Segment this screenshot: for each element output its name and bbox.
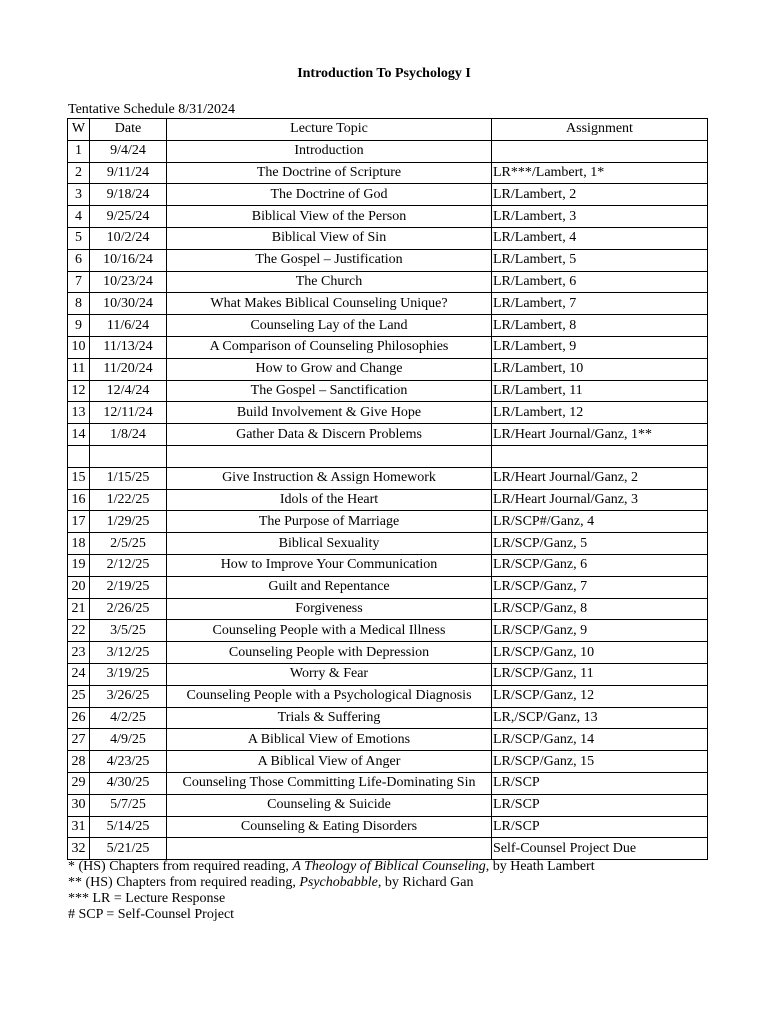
table-row <box>68 642 708 664</box>
date-cell: 5/14/25 <box>90 816 167 838</box>
table-row <box>68 554 708 576</box>
topic-cell: Counseling Those Committing Life-Dominating Sin <box>167 772 492 794</box>
date-cell: 4/23/25 <box>90 751 167 773</box>
table-row <box>68 816 708 838</box>
week-cell: 32 <box>68 838 90 860</box>
week-cell: 23 <box>68 642 90 664</box>
assignment-cell: LR/Lambert, 11 <box>492 380 708 402</box>
date-cell: 1/22/25 <box>90 489 167 511</box>
topic-cell: Biblical View of the Person <box>167 206 492 228</box>
week-cell: 20 <box>68 576 90 598</box>
table-row <box>68 707 708 729</box>
topic-cell: Build Involvement & Give Hope <box>167 402 492 424</box>
table-row <box>68 336 708 358</box>
footnote-book-title: A Theology of Biblical Counseling <box>292 859 486 874</box>
week-cell: 1 <box>68 140 90 162</box>
table-row <box>68 445 708 467</box>
assignment-cell: LR/SCP/Ganz, 7 <box>492 576 708 598</box>
date-cell: 2/26/25 <box>90 598 167 620</box>
topic-cell: The Doctrine of God <box>167 184 492 206</box>
topic-cell: The Purpose of Marriage <box>167 511 492 533</box>
assignment-cell: LR/Lambert, 4 <box>492 227 708 249</box>
assignment-cell: LR/SCP#/Ganz, 4 <box>492 511 708 533</box>
week-cell: 26 <box>68 707 90 729</box>
footnote-text: ** (HS) Chapters from required reading, <box>68 875 300 890</box>
document-title: Introduction To Psychology I <box>297 66 471 81</box>
table-row <box>68 576 708 598</box>
assignment-cell: LR/Heart Journal/Ganz, 3 <box>492 489 708 511</box>
assignment-cell: LR/SCP/Ganz, 6 <box>492 554 708 576</box>
week-cell: 4 <box>68 206 90 228</box>
header-week: W <box>68 119 90 141</box>
topic-cell: Forgiveness <box>167 598 492 620</box>
topic-cell: How to Grow and Change <box>167 358 492 380</box>
footnote <box>68 907 595 923</box>
schedule-body <box>68 140 708 859</box>
assignment-cell: LR/SCP/Ganz, 14 <box>492 729 708 751</box>
topic-cell: Give Instruction & Assign Homework <box>167 467 492 489</box>
table-row <box>68 162 708 184</box>
week-cell: 11 <box>68 358 90 380</box>
table-row <box>68 402 708 424</box>
table-row <box>68 227 708 249</box>
assignment-cell: LR/SCP/Ganz, 8 <box>492 598 708 620</box>
topic-cell: The Church <box>167 271 492 293</box>
assignment-cell: LR/Heart Journal/Ganz, 2 <box>492 467 708 489</box>
week-cell: 31 <box>68 816 90 838</box>
date-cell: 11/20/24 <box>90 358 167 380</box>
footnotes <box>68 859 595 923</box>
table-row <box>68 489 708 511</box>
assignment-cell: LR/Lambert, 2 <box>492 184 708 206</box>
topic-cell: The Doctrine of Scripture <box>167 162 492 184</box>
assignment-cell: LR/Lambert, 3 <box>492 206 708 228</box>
week-cell: 24 <box>68 663 90 685</box>
table-row <box>68 533 708 555</box>
week-cell: 2 <box>68 162 90 184</box>
assignment-cell: Self-Counsel Project Due <box>492 838 708 860</box>
table-row <box>68 140 708 162</box>
footnote <box>68 891 595 907</box>
assignment-cell: LR/SCP <box>492 772 708 794</box>
assignment-cell: LR/SCP/Ganz, 10 <box>492 642 708 664</box>
topic-cell: A Biblical View of Anger <box>167 751 492 773</box>
topic-cell: Guilt and Repentance <box>167 576 492 598</box>
week-cell: 22 <box>68 620 90 642</box>
date-cell: 2/12/25 <box>90 554 167 576</box>
week-cell: 14 <box>68 424 90 446</box>
table-row <box>68 511 708 533</box>
table-header-row <box>68 119 708 141</box>
week-cell: 7 <box>68 271 90 293</box>
date-cell: 1/15/25 <box>90 467 167 489</box>
topic-cell: Counseling People with a Psychological Diagnosis <box>167 685 492 707</box>
table-row <box>68 271 708 293</box>
table-row <box>68 794 708 816</box>
week-cell: 12 <box>68 380 90 402</box>
table-row <box>68 598 708 620</box>
date-cell: 2/5/25 <box>90 533 167 555</box>
topic-cell: The Gospel – Sanctification <box>167 380 492 402</box>
table-row <box>68 206 708 228</box>
week-cell: 29 <box>68 772 90 794</box>
topic-cell: A Biblical View of Emotions <box>167 729 492 751</box>
table-row <box>68 380 708 402</box>
date-cell: 9/18/24 <box>90 184 167 206</box>
date-cell: 3/12/25 <box>90 642 167 664</box>
assignment-cell: LR/SCP/Ganz, 9 <box>492 620 708 642</box>
schedule-table <box>67 118 708 860</box>
footnote-text: * (HS) Chapters from required reading, <box>68 859 293 874</box>
table-row <box>68 184 708 206</box>
date-cell: 10/30/24 <box>90 293 167 315</box>
date-cell: 3/5/25 <box>90 620 167 642</box>
footnote <box>68 875 595 891</box>
footnote <box>68 859 595 875</box>
assignment-cell <box>492 445 708 467</box>
week-cell: 27 <box>68 729 90 751</box>
assignment-cell: LR/SCP/Ganz, 15 <box>492 751 708 773</box>
table-row <box>68 838 708 860</box>
week-cell: 21 <box>68 598 90 620</box>
date-cell: 3/19/25 <box>90 663 167 685</box>
table-row <box>68 772 708 794</box>
assignment-cell: LR/SCP <box>492 816 708 838</box>
topic-cell: Worry & Fear <box>167 663 492 685</box>
date-cell: 1/29/25 <box>90 511 167 533</box>
date-cell: 4/2/25 <box>90 707 167 729</box>
topic-cell: Counseling People with Depression <box>167 642 492 664</box>
topic-cell: Introduction <box>167 140 492 162</box>
topic-cell: Gather Data & Discern Problems <box>167 424 492 446</box>
assignment-cell: LR/Lambert, 6 <box>492 271 708 293</box>
table-row <box>68 663 708 685</box>
table-row <box>68 685 708 707</box>
assignment-cell: LR/Lambert, 12 <box>492 402 708 424</box>
assignment-cell: LR,/SCP/Ganz, 13 <box>492 707 708 729</box>
footnote-author: , by Heath Lambert <box>485 859 595 874</box>
topic-cell: What Makes Biblical Counseling Unique? <box>167 293 492 315</box>
date-cell: 12/4/24 <box>90 380 167 402</box>
table-row <box>68 315 708 337</box>
assignment-cell: LR/Heart Journal/Ganz, 1** <box>492 424 708 446</box>
header-assignment: Assignment <box>492 119 708 141</box>
assignment-cell: LR/SCP/Ganz, 5 <box>492 533 708 555</box>
week-cell: 6 <box>68 249 90 271</box>
week-cell: 3 <box>68 184 90 206</box>
date-cell: 11/13/24 <box>90 336 167 358</box>
topic-cell: Biblical Sexuality <box>167 533 492 555</box>
date-cell: 1/8/24 <box>90 424 167 446</box>
week-cell: 9 <box>68 315 90 337</box>
assignment-cell: LR/Lambert, 5 <box>492 249 708 271</box>
assignment-cell <box>492 140 708 162</box>
assignment-cell: LR/Lambert, 9 <box>492 336 708 358</box>
date-cell: 10/23/24 <box>90 271 167 293</box>
assignment-cell: LR/SCP/Ganz, 11 <box>492 663 708 685</box>
header-date: Date <box>90 119 167 141</box>
table-row <box>68 751 708 773</box>
week-cell: 25 <box>68 685 90 707</box>
assignment-cell: LR***/Lambert, 1* <box>492 162 708 184</box>
topic-cell: Biblical View of Sin <box>167 227 492 249</box>
assignment-cell: LR/Lambert, 8 <box>492 315 708 337</box>
topic-cell <box>167 445 492 467</box>
header-topic: Lecture Topic <box>167 119 492 141</box>
footnote-book-title: Psychobabble <box>299 875 378 890</box>
date-cell <box>90 445 167 467</box>
table-row <box>68 467 708 489</box>
footnote-text: *** LR = Lecture Response <box>68 891 226 906</box>
assignment-cell: LR/Lambert, 10 <box>492 358 708 380</box>
week-cell <box>68 445 90 467</box>
week-cell: 13 <box>68 402 90 424</box>
topic-cell: Counseling & Eating Disorders <box>167 816 492 838</box>
topic-cell: Counseling Lay of the Land <box>167 315 492 337</box>
date-cell: 11/6/24 <box>90 315 167 337</box>
date-cell: 10/2/24 <box>90 227 167 249</box>
date-cell: 4/9/25 <box>90 729 167 751</box>
topic-cell: The Gospel – Justification <box>167 249 492 271</box>
topic-cell: Trials & Suffering <box>167 707 492 729</box>
date-cell: 9/25/24 <box>90 206 167 228</box>
week-cell: 28 <box>68 751 90 773</box>
date-cell: 10/16/24 <box>90 249 167 271</box>
date-cell: 4/30/25 <box>90 772 167 794</box>
table-row <box>68 424 708 446</box>
date-cell: 3/26/25 <box>90 685 167 707</box>
table-row <box>68 358 708 380</box>
date-cell: 5/7/25 <box>90 794 167 816</box>
date-cell: 9/11/24 <box>90 162 167 184</box>
table-row <box>68 293 708 315</box>
topic-cell: Counseling & Suicide <box>167 794 492 816</box>
schedule-subtitle: Tentative Schedule 8/31/2024 <box>68 102 235 117</box>
week-cell: 15 <box>68 467 90 489</box>
footnote-text: # SCP = Self-Counsel Project <box>68 907 235 922</box>
table-row <box>68 249 708 271</box>
table-row <box>68 620 708 642</box>
assignment-cell: LR/SCP/Ganz, 12 <box>492 685 708 707</box>
topic-cell: How to Improve Your Communication <box>167 554 492 576</box>
date-cell: 9/4/24 <box>90 140 167 162</box>
week-cell: 19 <box>68 554 90 576</box>
week-cell: 18 <box>68 533 90 555</box>
topic-cell: Idols of the Heart <box>167 489 492 511</box>
assignment-cell: LR/SCP <box>492 794 708 816</box>
week-cell: 30 <box>68 794 90 816</box>
topic-cell: A Comparison of Counseling Philosophies <box>167 336 492 358</box>
week-cell: 10 <box>68 336 90 358</box>
week-cell: 17 <box>68 511 90 533</box>
week-cell: 8 <box>68 293 90 315</box>
topic-cell: Counseling People with a Medical Illness <box>167 620 492 642</box>
date-cell: 2/19/25 <box>90 576 167 598</box>
week-cell: 16 <box>68 489 90 511</box>
date-cell: 12/11/24 <box>90 402 167 424</box>
topic-cell <box>167 838 492 860</box>
week-cell: 5 <box>68 227 90 249</box>
table-row <box>68 729 708 751</box>
assignment-cell: LR/Lambert, 7 <box>492 293 708 315</box>
footnote-author: , by Richard Gan <box>377 875 474 890</box>
date-cell: 5/21/25 <box>90 838 167 860</box>
